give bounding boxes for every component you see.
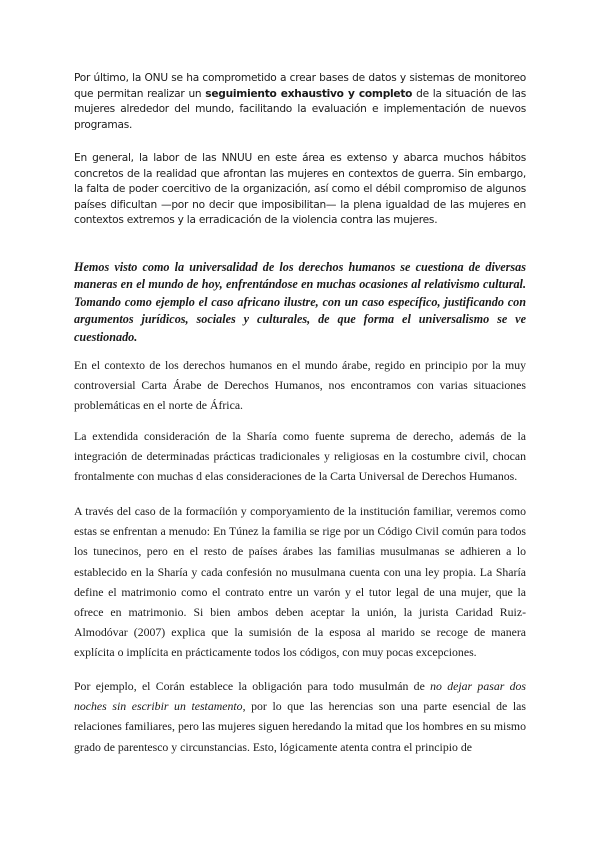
paragraph-text: Por ejemplo, el Corán establece la obligación para todo musulmán de (74, 679, 431, 693)
paragraph-nnuu-labor: En general, la labor de las NNUU en este área es extenso y abarca muchos hábitos concretos de la realidad que afrontan las mujeres en contextos de guerra. Sin embargo, la falta de poder coercitivo de la organización, así como el débil compromiso de algunos países dificultan —por no decir que imposibilitan— la plena igualdad de las mujeres en contextos extremos y la erradicación de la violencia contra las mujeres. (74, 152, 526, 227)
paragraph-text: , por lo que las herencias son una parte esencial de las relaciones familiares, pero las mujeres siguen heredando la mitad que los hombres en su mismo grado de parentesco y circunstancias. Esto, lógicamente atenta contra el principio de (74, 699, 526, 754)
paragraph-coran-inheritance (74, 676, 526, 757)
paragraph-onu-monitoring (74, 71, 526, 133)
italic-quote-text: no dejar pasar dos noches sin escribir un testamento (74, 679, 527, 714)
paragraph-intro-universalism: Hemos visto como la universalidad de los derechos humanos se cuestiona de diversas maneras en el mundo de hoy, enfrentándose en muchas ocasiones al relativismo cultural. Tomando como ejemplo el caso africano ilustre, con un caso específico, justificando con argumentos jurídicos, sociales y culturales, de que forma el universalismo se ve cuestionado. (74, 260, 526, 344)
paragraph-sharia: La extendida consideración de la Sharía como fuente suprema de derecho, además de la integración de determinadas prácticas tradicionales y religiosas en la costumbre civil, chocan frontalmente con muchas d elas consideraciones de la Carta Universal de Derechos Humanos. (74, 429, 526, 484)
paragraph-text: de la situación de las mujeres alrededor del mundo, facilitando la evaluación e implementación de nuevos programas. (74, 87, 526, 131)
paragraph-text: Por último, la ONU se ha comprometido a crear bases de datos y sistemas de monitoreo que permitan realizar un (74, 72, 526, 100)
bold-emphasis-text: seguimiento exhaustivo y completo (205, 87, 413, 100)
paragraph-arab-context: En el contexto de los derechos humanos en el mundo árabe, regido en principio por la muy controversial Carta Árabe de Derechos Humanos, nos encontramos con varias situaciones problemáticas en el norte de África. (74, 358, 526, 413)
paragraph-family-institution: A través del caso de la formacíión y comporyamiento de la institución familiar, veremos como estas se enfrentan a menudo: En Túnez la familia se rige por un Código Civil común para todos los tunecinos, pero en el resto de países árabes las familias musulmanas se adhieren a lo establecido en la Sharía y cada confesión no musulmana cuenta con una ley propia. La Sharía define el matrimonio como el contrato entre un varón y el tutor legal de una mujer, que la ofrece en matrimonio. Si bien ambos deben aceptar la unión, la jurista Caridad Ruiz-Almodóvar (2007) explica que la sumisión de la esposa al marido se recoge de manera explícita o implícita en prácticamente todos los códigos, con muy pocas excepciones. (74, 504, 526, 660)
